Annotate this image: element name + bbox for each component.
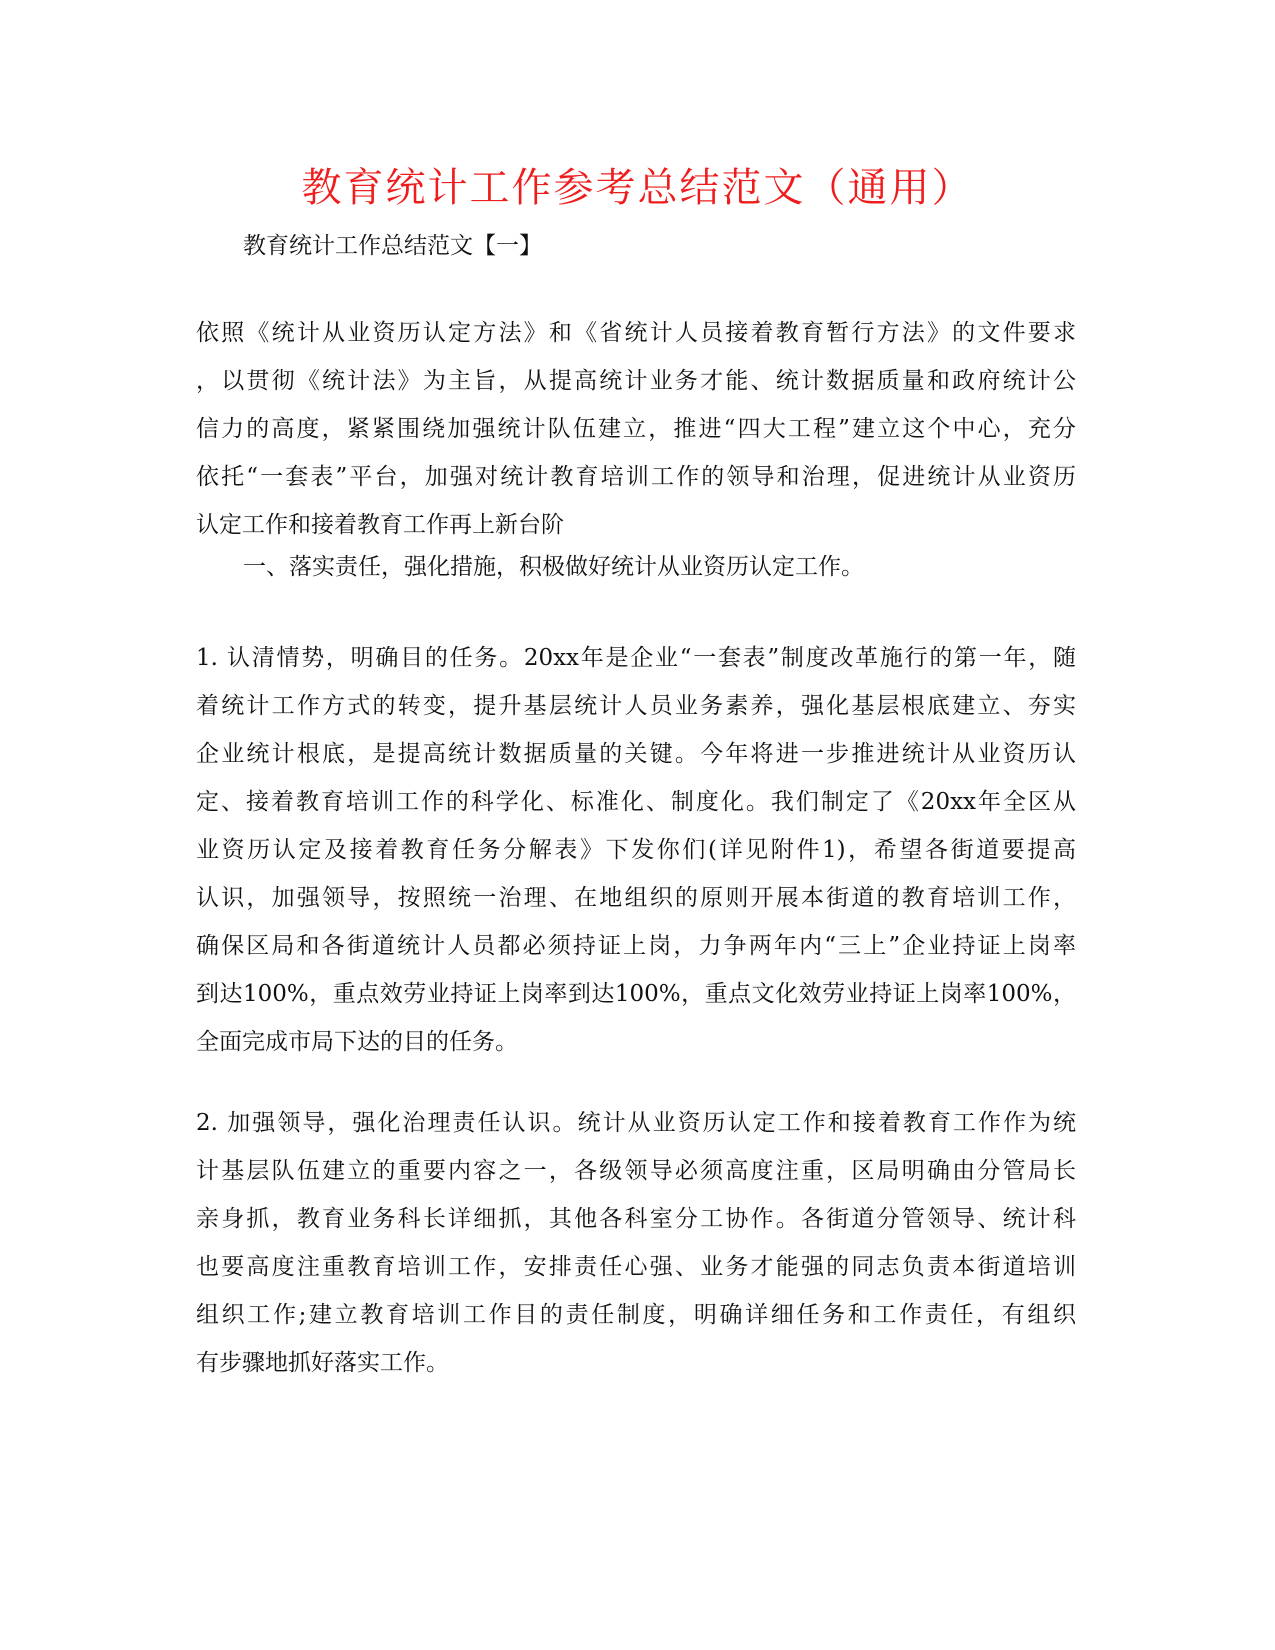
intro-paragraph	[196, 309, 1076, 549]
paragraph-line: 依照《统计从业资历认定方法》和《省统计人员接着教育暂行方法》的文件要求	[196, 320, 1076, 346]
paragraph-line: 认识，加强领导，按照统一治理、在地组织的原则开展本街道的教育培训工作，	[196, 885, 1076, 911]
paragraph-line: 企业统计根底，是提高统计数据质量的关键。今年将进一步推进统计从业资历认	[196, 741, 1076, 767]
paragraph-line: 定、接着教育培训工作的科学化、标准化、制度化。我们制定了《20xx年全区从	[196, 789, 1076, 815]
paragraph-line: 依托“一套表”平台，加强对统计教育培训工作的领导和治理，促进统计从业资历	[196, 464, 1076, 490]
paragraph-line: 到达100%，重点效劳业持证上岗率到达100%，重点文化效劳业持证上岗率100%，	[196, 981, 1076, 1007]
paragraph-line: 组织工作;建立教育培训工作目的责任制度，明确详细任务和工作责任，有组织	[196, 1302, 1076, 1328]
paragraph-line: 也要高度注重教育培训工作，安排责任心强、业务才能强的同志负责本街道培训	[196, 1254, 1076, 1280]
paragraph-line: 亲身抓，教育业务科长详细抓，其他各科室分工协作。各街道分管领导、统计科	[196, 1206, 1076, 1232]
section-one-heading: 一、落实责任，强化措施，积极做好统计从业资历认定工作。	[243, 554, 864, 580]
document-title: 教育统计工作参考总结范文（通用）	[301, 165, 974, 211]
paragraph-line: 认定工作和接着教育工作再上新台阶	[196, 512, 564, 538]
paragraph-line: 计基层队伍建立的重要内容之一，各级领导必须高度注重，区局明确由分管局长	[196, 1158, 1076, 1184]
paragraph-line: 业资历认定及接着教育任务分解表》下发你们(详见附件1)，希望各街道要提高	[196, 837, 1076, 863]
document-subtitle: 教育统计工作总结范文【一】	[243, 233, 542, 259]
paragraph-line: 信力的高度，紧紧围绕加强统计队伍建立，推进“四大工程”建立这个中心，充分	[196, 416, 1076, 442]
paragraph-line: 全面完成市局下达的目的任务。	[196, 1029, 518, 1055]
paragraph-line: 确保区局和各街道统计人员都必须持证上岗，力争两年内“三上”企业持证上岗率	[196, 933, 1076, 959]
item-one-paragraph	[196, 634, 1076, 1066]
paragraph-line: 2. 加强领导，强化治理责任认识。统计从业资历认定工作和接着教育工作作为统	[196, 1110, 1076, 1136]
item-two-paragraph	[196, 1099, 1076, 1387]
paragraph-line: ，以贯彻《统计法》为主旨，从提高统计业务才能、统计数据质量和政府统计公	[196, 368, 1076, 394]
paragraph-line: 着统计工作方式的转变，提升基层统计人员业务素养，强化基层根底建立、夯实	[196, 693, 1076, 719]
paragraph-line: 有步骤地抓好落实工作。	[196, 1350, 449, 1376]
paragraph-line: 1. 认清情势，明确目的任务。20xx年是企业“一套表”制度改革施行的第一年，随	[196, 645, 1076, 671]
